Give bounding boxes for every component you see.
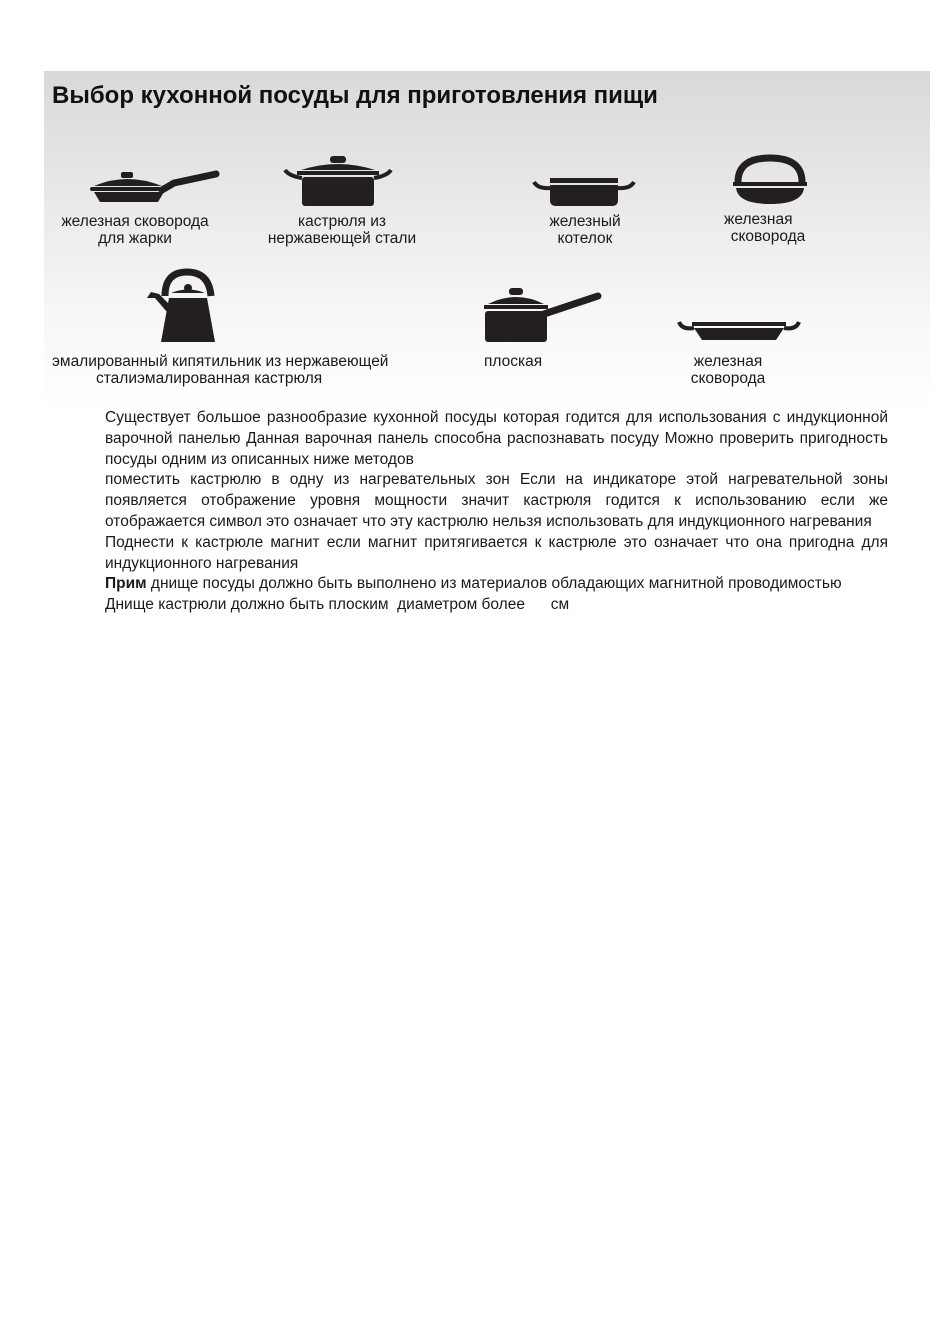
note-label: Прим bbox=[105, 575, 147, 593]
kettle-icon bbox=[143, 268, 225, 346]
paragraph-bottom-diameter: Днище кастрюли должно быть плоским диаметром более см bbox=[105, 596, 570, 614]
flat-pan-icon bbox=[676, 316, 802, 344]
paragraph-intro: Существует большое разнообразие кухонной посуды которая годится для использования с индукционной варочной панелью Данная варочная панель способна распознавать посуду Можно проверить пригодность посуды одним из описанных ниже методов bbox=[105, 409, 888, 468]
paragraph-method-zone: поместить кастрюлю в одну из нагревательных зон Если на индикаторе этой нагревательной зоны появляется отображение уровня мощности значит кастрюля годится к использованию если же отображается символ это означает что эту кастрюлю нельзя использовать для индукционного нагревания bbox=[105, 471, 888, 530]
caption-cauldron: железный котелок bbox=[549, 213, 621, 247]
caption-kettle: эмалированный кипятильник из нержавеющей сталиэмалированная кастрюля bbox=[52, 353, 389, 387]
saucepan-with-handle-icon bbox=[482, 286, 604, 344]
note-text: днище посуды должно быть выполнено из материалов обладающих магнитной проводимостью bbox=[146, 575, 842, 593]
page-title: Выбор кухонной посуды для приготовления пищи bbox=[52, 82, 658, 109]
caption-flat: плоская bbox=[484, 353, 543, 370]
caption-flat-pan: железная сковорода bbox=[690, 353, 766, 387]
paragraph-method-magnet: Поднести к кастрюле магнит если магнит притягивается к кастрюле это означает что она пригодна для индукционного нагревания bbox=[105, 533, 888, 572]
caption-frying-pan: железная сковорода для жарки bbox=[61, 213, 209, 247]
caption-stainless-pot: кастрюля из нержавеющей стали bbox=[267, 213, 417, 247]
wok-with-handle-icon bbox=[730, 154, 810, 206]
body-text bbox=[105, 408, 888, 616]
cauldron-icon bbox=[532, 176, 636, 208]
caption-wok: железная сковорода bbox=[724, 211, 806, 245]
frying-pan-with-lid-icon bbox=[88, 170, 223, 206]
paragraph-note bbox=[105, 574, 888, 595]
stock-pot-with-lid-icon bbox=[283, 156, 393, 208]
